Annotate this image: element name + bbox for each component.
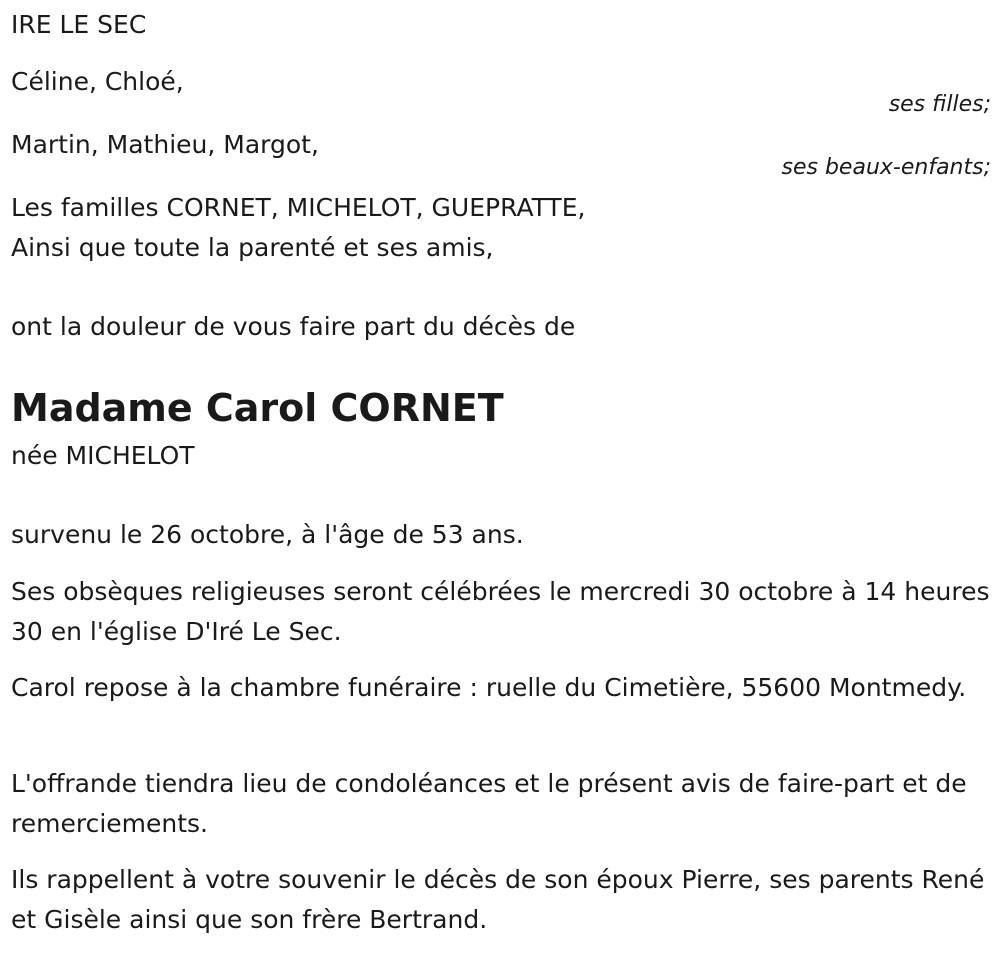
relatives-line: Ainsi que toute la parenté et ses amis, <box>11 233 494 262</box>
maiden-name: née MICHELOT <box>11 441 195 470</box>
obituary-notice <box>11 0 991 955</box>
location-heading: IRE LE SEC <box>11 10 147 39</box>
families-line: Les familles CORNET, MICHELOT, GUEPRATTE, <box>11 193 586 222</box>
funeral-details: Ses obsèques religieuses seront célébrées le mercredi 30 octobre à 14 heures 30 en l'église D'Iré Le Sec. <box>11 577 990 646</box>
remembrance-note: Ils rappellent à votre souvenir le décès de son époux Pierre, ses parents René et Gisèle ainsi que son frère Bertrand. <box>11 865 985 934</box>
deceased-name: Madame Carol CORNET <box>11 386 504 430</box>
daughters-names: Céline, Chloé, <box>11 67 184 96</box>
offering-note: L'offrande tiendra lieu de condoléances et le présent avis de faire-part et de remerciements. <box>11 769 967 838</box>
announcement-intro: ont la douleur de vous faire part du décès de <box>11 312 576 341</box>
rest-location: Carol repose à la chambre funéraire : ruelle du Cimetière, 55600 Montmedy. <box>11 673 967 702</box>
daughters-role: ses filles; <box>888 92 991 117</box>
stepchildren-names: Martin, Mathieu, Margot, <box>11 130 319 159</box>
death-details: survenu le 26 octobre, à l'âge de 53 ans. <box>11 520 524 549</box>
stepchildren-role: ses beaux-enfants; <box>781 155 991 180</box>
